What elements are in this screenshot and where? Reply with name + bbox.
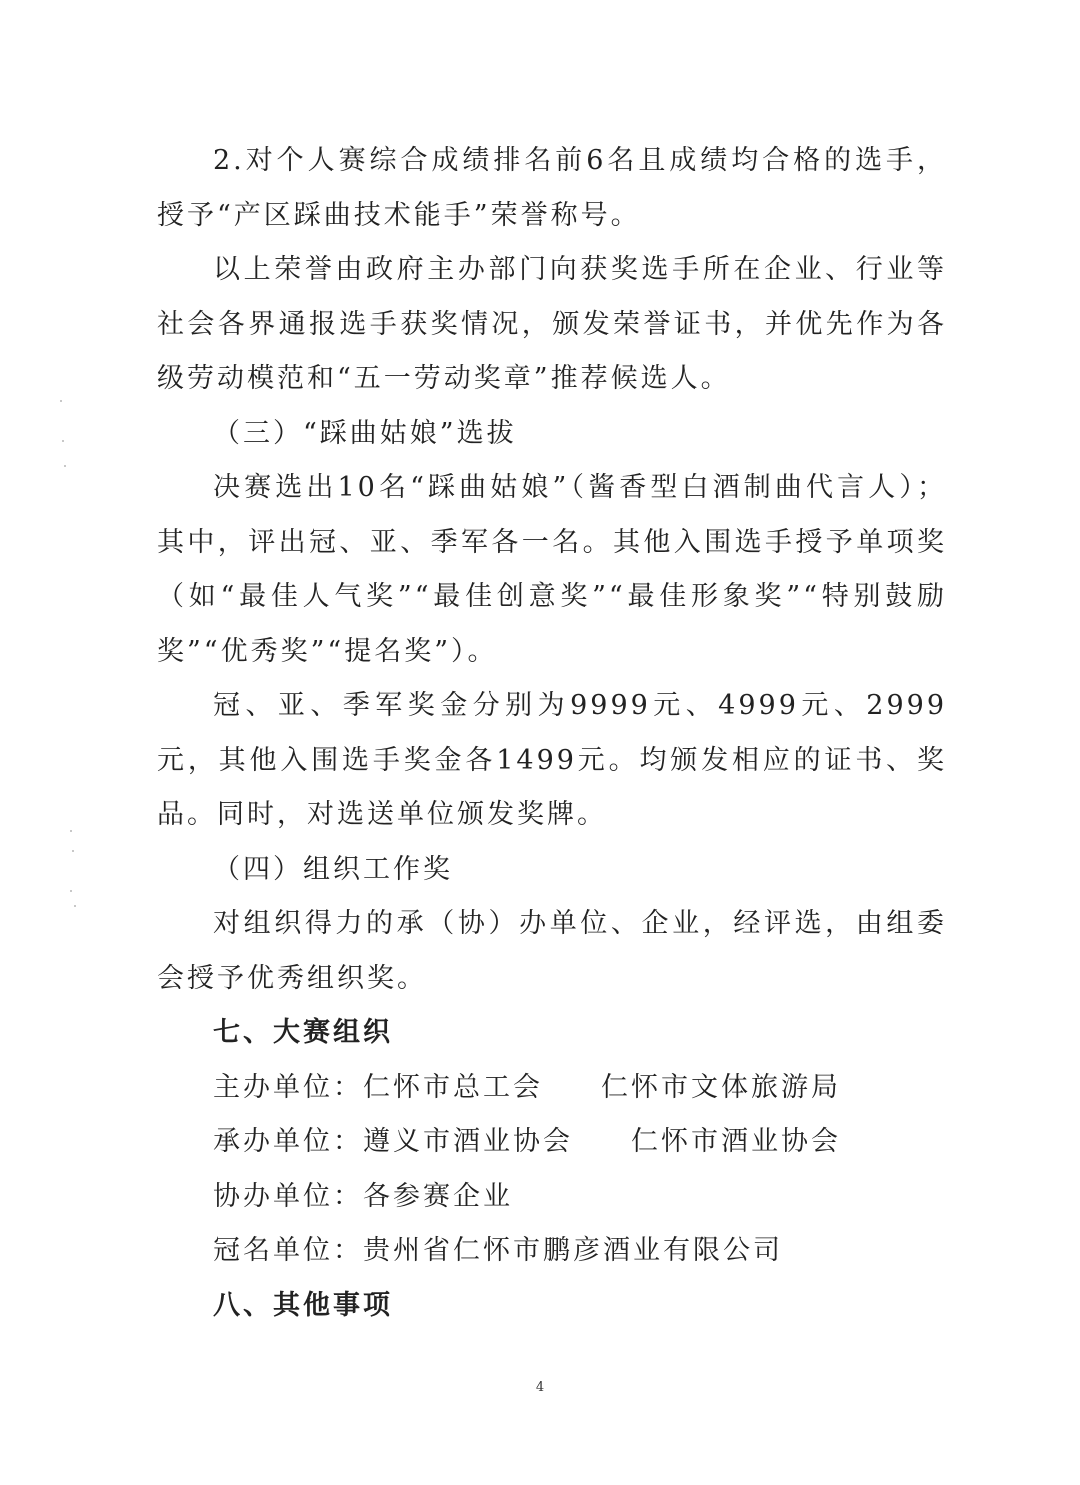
scan-speck (70, 830, 72, 832)
paragraph-prize-money: 冠、亚、季军奖金分别为9999元、4999元、2999元，其他入围选手奖金各1499元。均颁发相应的证书、奖品。同时，对选送单位颁发奖牌。 (157, 690, 947, 830)
scan-speck (62, 440, 64, 442)
paragraph-organization-award: 对组织得力的承（协）办单位、企业，经评选，由组委会授予优秀组织奖。 (157, 908, 947, 994)
sponsor-value: 贵州省仁怀市鹏彦酒业有限公司 (363, 1235, 783, 1266)
section-heading-organization: 七、大赛组织 (213, 1017, 393, 1048)
host-line (157, 1061, 947, 1116)
section-heading-other: 八、其他事项 (213, 1289, 393, 1321)
sponsor-line (157, 1224, 947, 1279)
paragraph-final-selection: 决赛选出10名“踩曲姑娘”（酱香型白酒制曲代言人）；其中，评出冠、亚、季军各一名。其他入围选手授予单项奖（如“最佳人气奖”“最佳创意奖”“最佳形象奖”“特别鼓励奖”“优秀奖”“提名奖”）。 (157, 472, 947, 667)
organizer-value-2: 仁怀市酒业协会 (631, 1126, 841, 1157)
organizer-line (157, 1115, 947, 1170)
host-value-2: 仁怀市文体旅游局 (601, 1071, 841, 1103)
scan-speck (72, 850, 74, 852)
scan-speck (64, 465, 66, 467)
organizer-label: 承办单位： (213, 1126, 363, 1157)
document-body (157, 134, 947, 1333)
scan-speck (74, 905, 76, 907)
host-label: 主办单位： (213, 1071, 363, 1103)
paragraph-honor-notice: 以上荣誉由政府主办部门向获奖选手所在企业、行业等社会各界通报选手获奖情况，颁发荣誉证书，并优先作为各级劳动模范和“五一劳动奖章”推荐候选人。 (157, 254, 947, 394)
sponsor-label: 冠名单位： (213, 1235, 363, 1266)
host-value: 仁怀市总工会 (363, 1071, 543, 1103)
co-organizer-label: 协办单位： (213, 1180, 363, 1212)
page-number: 4 (535, 1380, 545, 1395)
subheading-selection: （三）“踩曲姑娘”选拔 (213, 417, 517, 449)
paragraph-individual-award: 2.对个人赛综合成绩排名前6名且成绩均合格的选手，授予“产区踩曲技术能手”荣誉称号。 (157, 145, 947, 231)
subheading-organization-award: （四）组织工作奖 (213, 853, 453, 885)
organizer-value: 遵义市酒业协会 (363, 1126, 573, 1157)
co-organizer-line (157, 1170, 947, 1225)
co-organizer-value: 各参赛企业 (363, 1180, 513, 1212)
scan-speck (60, 400, 62, 402)
scan-speck (70, 890, 72, 892)
